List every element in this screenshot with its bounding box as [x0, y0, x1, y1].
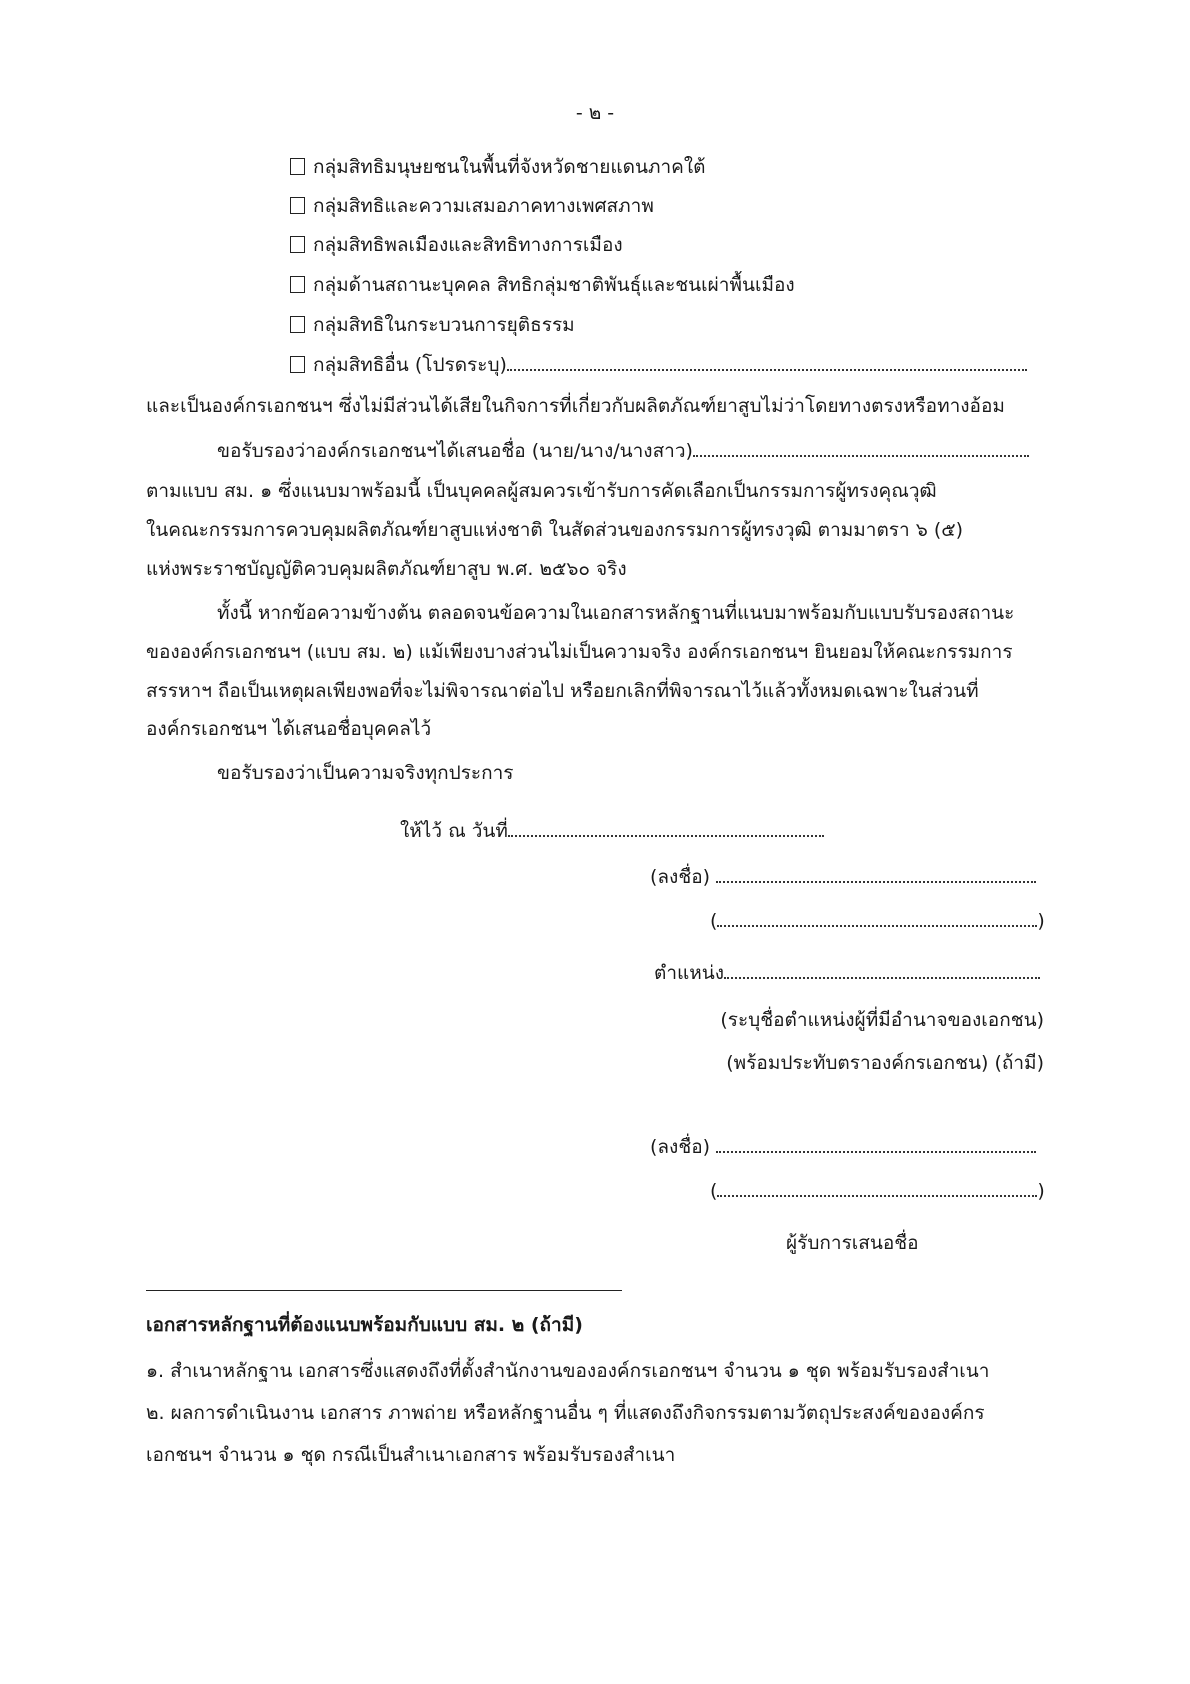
signature-line	[650, 862, 1036, 892]
position-line	[654, 958, 1040, 988]
category-item	[290, 270, 795, 300]
printed-name-field[interactable]	[717, 911, 1037, 927]
attachment-item-continued: เอกชนฯ จำนวน ๑ ชุด กรณีเป็นสำเนาเอกสาร พร้อมรับรองสำเนา	[146, 1444, 676, 1466]
close-paren: )	[1037, 1180, 1045, 1202]
signature-field[interactable]	[716, 867, 1036, 883]
close-paren: )	[1037, 910, 1045, 932]
signature-field[interactable]	[716, 1137, 1036, 1153]
category-item	[290, 230, 623, 260]
date-line	[400, 816, 824, 846]
nomination-text: แห่งพระราชบัญญัติควบคุมผลิตภัณฑ์ยาสูบ พ.ศ. ๒๕๖๐ จริง	[146, 558, 627, 580]
page-number: - ๒ -	[575, 102, 615, 124]
checkbox[interactable]	[290, 197, 305, 214]
disclaimer-text: สรรหาฯ ถือเป็นเหตุผลเพียงพอที่จะไม่พิจารณาต่อไป หรือยกเลิกที่พิจารณาไว้แล้วทั้งหมดเฉพาะในส่วนที่	[146, 680, 979, 702]
checkbox[interactable]	[290, 316, 305, 333]
no-interest-statement: และเป็นองค์กรเอกชนฯ ซึ่งไม่มีส่วนได้เสียในกิจการที่เกี่ยวกับผลิตภัณฑ์ยาสูบไม่ว่าโดยทางตรงหรือทางอ้อม	[146, 395, 1005, 417]
disclaimer-text: ขององค์กรเอกชนฯ (แบบ สม. ๒) แม้เพียงบางส่วนไม่เป็นความจริง องค์กรเอกชนฯ ยินยอมให้คณะกรรมการ	[146, 641, 1013, 663]
other-specify-field[interactable]	[507, 355, 1027, 371]
disclaimer-text: องค์กรเอกชนฯ ได้เสนอชื่อบุคคลไว้	[146, 718, 432, 740]
signature-line	[650, 1132, 1036, 1162]
category-label: กลุ่มด้านสถานะบุคคล สิทธิกลุ่มชาติพันธุ์และชนเผ่าพื้นเมือง	[313, 274, 795, 296]
printed-name-line	[710, 1180, 1045, 1202]
sign-label: (ลงชื่อ)	[650, 866, 711, 888]
attachments-heading: เอกสารหลักฐานที่ต้องแนบพร้อมกับแบบ สม. ๒ (ถ้ามี)	[146, 1314, 583, 1336]
nominee-role: ผู้รับการเสนอชื่อ	[786, 1232, 919, 1254]
category-item-other	[290, 350, 1027, 380]
footnote-divider	[146, 1290, 622, 1291]
category-label: กลุ่มสิทธิมนุษยชนในพื้นที่จังหวัดชายแดนภาคใต้	[313, 156, 706, 178]
seal-note: (พร้อมประทับตราองค์กรเอกชน) (ถ้ามี)	[726, 1052, 1044, 1074]
nomination-lead-line	[217, 436, 1029, 466]
sign-label: (ลงชื่อ)	[650, 1136, 711, 1158]
printed-name-line	[710, 910, 1045, 932]
checkbox[interactable]	[290, 236, 305, 253]
checkbox[interactable]	[290, 356, 305, 373]
disclaimer-text: ทั้งนี้ หากข้อความข้างต้น ตลอดจนข้อความในเอกสารหลักฐานที่แนบมาพร้อมกับแบบรับรองสถานะ	[217, 602, 1015, 624]
checkbox[interactable]	[290, 276, 305, 293]
date-field[interactable]	[508, 821, 824, 837]
certify-statement: ขอรับรองว่าเป็นความจริงทุกประการ	[217, 762, 514, 784]
category-item	[290, 152, 705, 182]
given-on-label: ให้ไว้ ณ วันที่	[400, 820, 508, 842]
nominee-name-field[interactable]	[693, 441, 1029, 457]
attachment-item: ๑. สำเนาหลักฐาน เอกสารซึ่งแสดงถึงที่ตั้งสำนักงานขององค์กรเอกชนฯ จำนวน ๑ ชุด พร้อมรับรองสำเนา	[146, 1360, 990, 1382]
open-paren: (	[710, 1180, 718, 1202]
category-label: กลุ่มสิทธิอื่น (โปรดระบุ)	[313, 354, 507, 376]
position-field[interactable]	[724, 963, 1040, 979]
checkbox[interactable]	[290, 158, 305, 175]
position-label: ตำแหน่ง	[654, 962, 725, 984]
category-label: กลุ่มสิทธิและความเสมอภาคทางเพศสภาพ	[313, 195, 654, 217]
position-note: (ระบุชื่อตำแหน่งผู้ที่มีอำนาจของเอกชน)	[720, 1009, 1044, 1031]
attachment-item: ๒. ผลการดำเนินงาน เอกสาร ภาพถ่าย หรือหลักฐานอื่น ๆ ที่แสดงถึงกิจกรรมตามวัตถุประสงค์ขององค์กร	[146, 1402, 985, 1424]
category-item	[290, 191, 654, 221]
category-label: กลุ่มสิทธิพลเมืองและสิทธิทางการเมือง	[313, 234, 623, 256]
nomination-lead: ขอรับรองว่าองค์กรเอกชนฯได้เสนอชื่อ (นาย/นาง/นางสาว)	[217, 440, 693, 462]
nomination-text: ตามแบบ สม. ๑ ซึ่งแนบมาพร้อมนี้ เป็นบุคคลผู้สมควรเข้ารับการคัดเลือกเป็นกรรมการผู้ทรงคุณวุฒิ	[146, 480, 937, 502]
printed-name-field[interactable]	[717, 1181, 1037, 1197]
category-label: กลุ่มสิทธิในกระบวนการยุติธรรม	[313, 314, 575, 336]
open-paren: (	[710, 910, 718, 932]
category-item	[290, 310, 575, 340]
nomination-text: ในคณะกรรมการควบคุมผลิตภัณฑ์ยาสูบแห่งชาติ ในสัดส่วนของกรรมการผู้ทรงวุฒิ ตามมาตรา ๖ (๕)	[146, 519, 964, 541]
